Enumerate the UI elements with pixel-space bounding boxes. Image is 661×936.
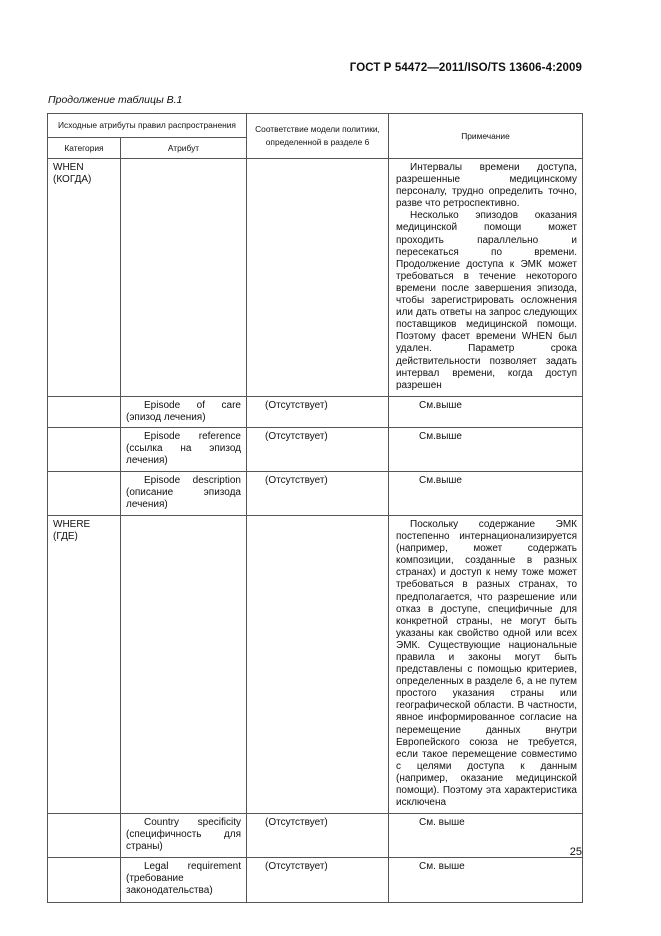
note-cell: См.выше <box>389 427 583 471</box>
note-when-paragraph-1: Интервалы времени доступа, разрешенные медицинскому персоналу, трудно определить точно, разве что ретроспективно. <box>396 162 577 210</box>
header-conformance: Соответствие модели политики, определенной в разделе 6 <box>247 114 389 159</box>
category-when: WHEN (КОГДА) <box>48 159 121 397</box>
category-cell-empty <box>48 858 121 903</box>
attribute-cell: Country specificity (специфичность для страны) <box>121 814 247 858</box>
category-cell-empty <box>48 471 121 515</box>
page-number: 25 <box>569 846 582 858</box>
category-where: WHERE (ГДЕ) <box>48 515 121 813</box>
table-row-where <box>48 515 583 813</box>
attribute-cell: Episode of care (эпизод лечения) <box>121 396 247 427</box>
header-source-attributes: Исходные атрибуты правил распространения <box>48 114 247 138</box>
note-when <box>389 159 583 397</box>
category-cell-empty <box>48 427 121 471</box>
table-header-row <box>48 114 583 138</box>
attribute-cell: Episode reference (ссылка на эпизод лечения) <box>121 427 247 471</box>
attribute-cell-empty <box>121 515 247 813</box>
table-row <box>48 427 583 471</box>
category-cell-empty <box>48 814 121 858</box>
attribute-cell-empty <box>121 159 247 397</box>
note-cell: См.выше <box>389 471 583 515</box>
conformance-cell-empty <box>247 159 389 397</box>
note-where-paragraph: Поскольку содержание ЭМК постепенно интернационализируется (например, может содержать композиции, созданные в разных странах) и доступ к нему тоже может требоваться в разных странах, то предполагается, что разрешение или отказ в доступе, специфичные для конкретной страны, не могут быть указаны как свойство одной или всех ЭМК. Существующие национальные правила и законы могут быть представлены с помощью критериев, определенных в разделе 6, а не путем простого указания страны или географической области. В частности, явное информированное согласие на перемещение данных внутри Европейского союза не требуется, если такое перемещение совместимо с целями доступа к данным (например, оказание медицинской помощи). Поэтому эта характеристика исключена <box>396 518 577 809</box>
conformance-cell-empty <box>247 515 389 813</box>
conformance-cell: (Отсутствует) <box>247 471 389 515</box>
attribute-cell: Episode description (описание эпизода лечения) <box>121 471 247 515</box>
note-cell: См. выше <box>389 858 583 903</box>
table-row <box>48 858 583 903</box>
table-continuation-caption: Продолжение таблицы В.1 <box>48 94 183 106</box>
conformance-cell: (Отсутствует) <box>247 396 389 427</box>
conformance-cell: (Отсутствует) <box>247 858 389 903</box>
attribute-cell: Legal requirement (требование законодательства) <box>121 858 247 903</box>
table-row <box>48 396 583 427</box>
note-cell: См. выше <box>389 814 583 858</box>
category-cell-empty <box>48 396 121 427</box>
document-header-code: ГОСТ Р 54472—2011/ISO/TS 13606-4:2009 <box>349 62 582 74</box>
conformance-cell: (Отсутствует) <box>247 427 389 471</box>
header-category: Категория <box>48 138 121 159</box>
note-cell: См.выше <box>389 396 583 427</box>
distribution-rules-table <box>47 113 583 903</box>
note-when-paragraph-2: Несколько эпизодов оказания медицинской помощи может проходить параллельно и пересекаться по времени. Продолжение доступа к ЭМК может требоваться в течение некоторого времени после завершения эпизода, чтобы зарегистрировать осложнения или дать ответы на запрос следующих поставщиков медицинской помощи. Поэтому фасет времени WHEN был удален. Параметр срока действительности позволяет задать интервал времени, когда доступ разрешен <box>396 210 577 391</box>
conformance-cell: (Отсутствует) <box>247 814 389 858</box>
table-row <box>48 814 583 858</box>
table-row <box>48 471 583 515</box>
header-attribute: Атрибут <box>121 138 247 159</box>
header-note: Примечание <box>389 114 583 159</box>
note-where <box>389 515 583 813</box>
table-row-when <box>48 159 583 397</box>
